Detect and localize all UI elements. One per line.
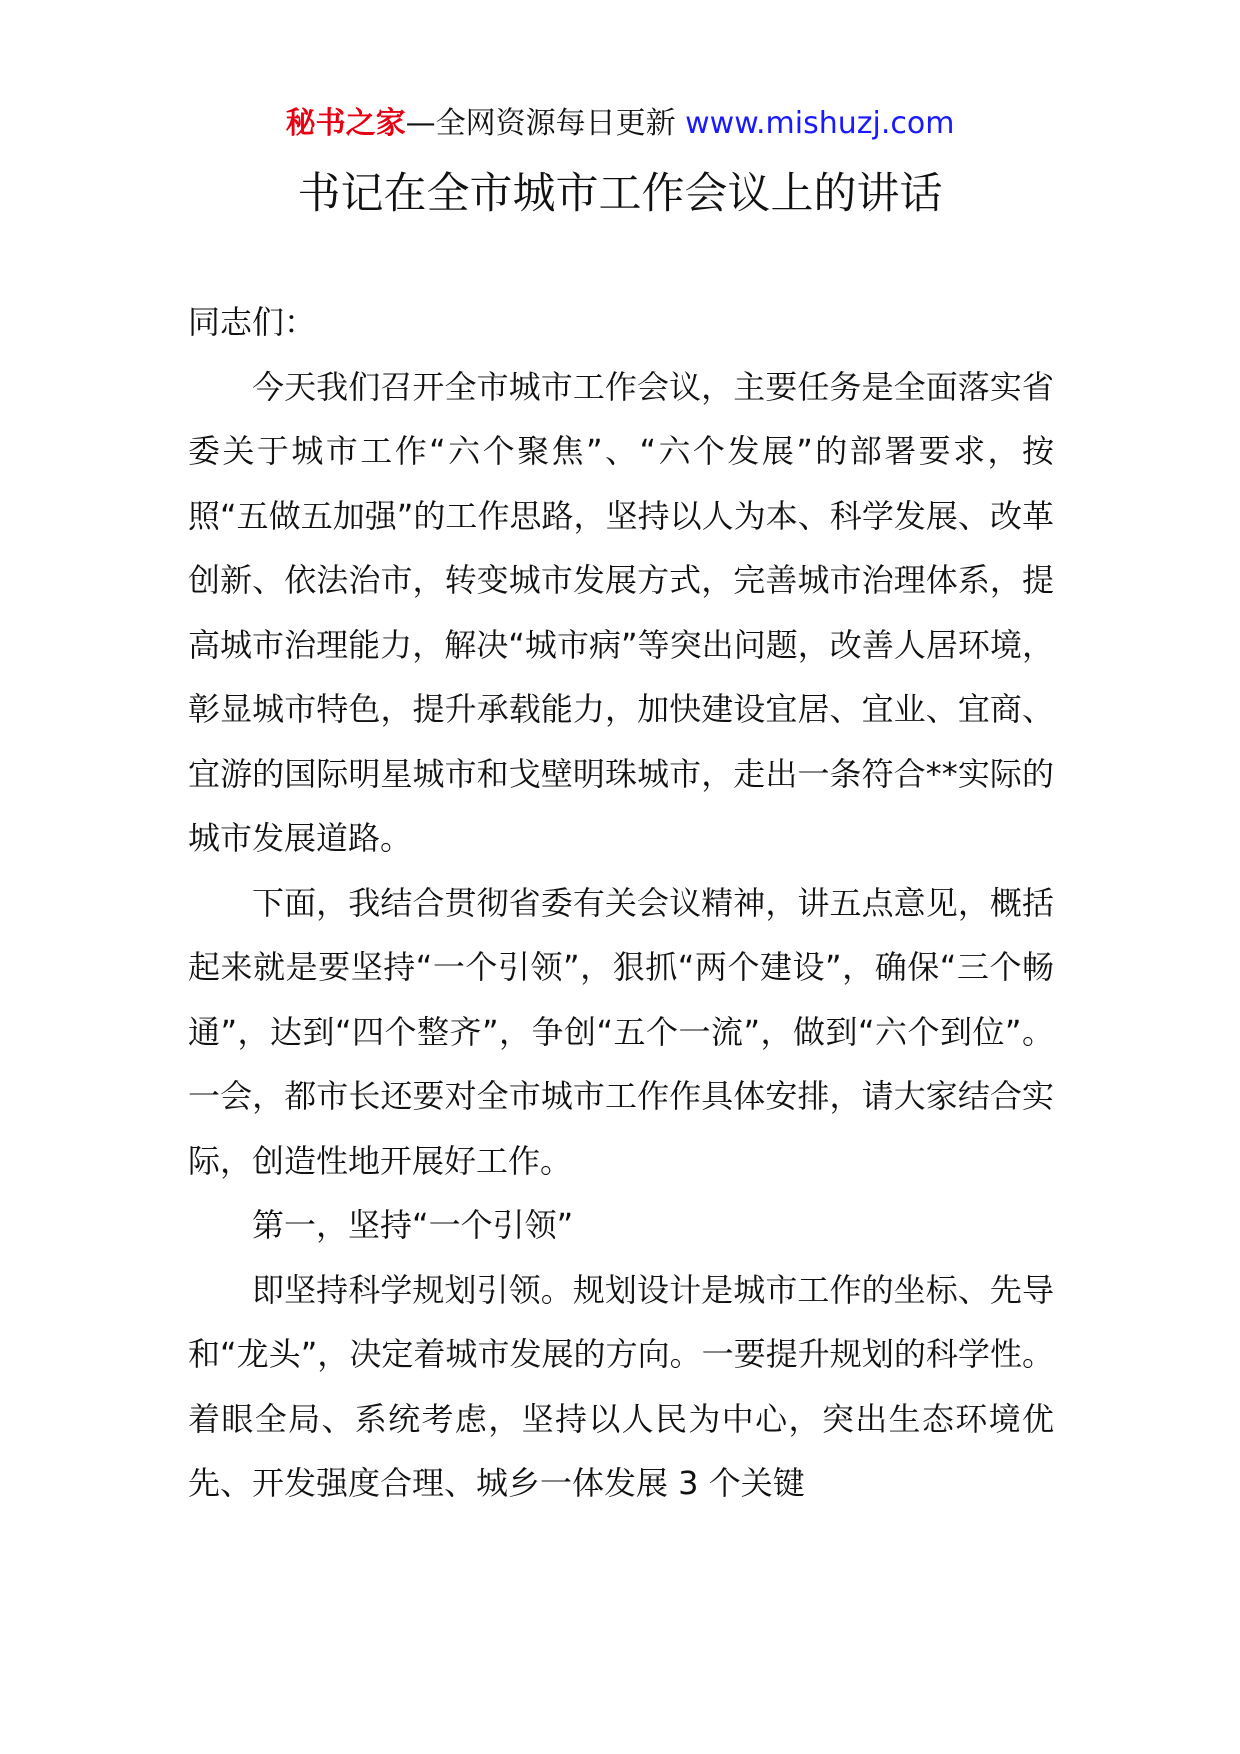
site-url[interactable]: www.mishuzj.com [685, 106, 955, 141]
header-tagline: —全网资源每日更新 [405, 106, 686, 141]
site-header [0, 100, 1240, 148]
brand-name: 秘书之家 [285, 106, 406, 141]
paragraph: 下面，我结合贯彻省委有关会议精神，讲五点意见，概括起来就是要坚持“一个引领”，狠抓“两个建设”，确保“三个畅通”，达到“四个整齐”，争创“五个一流”，做到“六个到位”。一会，都市长还要对全市城市工作作具体安排，请大家结合实际，创造性地开展好工作。 [188, 883, 1054, 1180]
document-title: 书记在全市城市工作会议上的讲话 [297, 169, 943, 219]
paragraph: 即坚持科学规划引领。规划设计是城市工作的坐标、先导和“龙头”，决定着城市发展的方向。一要提升规划的科学性。着眼全局、系统考虑，坚持以人民为中心，突出生态环境优先、开发强度合理、城乡一体发展 3 个关键 [188, 1270, 1054, 1502]
salutation: 同志们： [188, 303, 317, 341]
document-body [188, 290, 1054, 1516]
section-heading: 第一，坚持“一个引领” [252, 1206, 574, 1244]
paragraph: 今天我们召开全市城市工作会议，主要任务是全面落实省委关于城市工作“六个聚焦”、“六个发展”的部署要求，按照“五做五加强”的工作思路，坚持以人为本、科学发展、改革创新、依法治市，转变城市发展方式，完善城市治理体系，提高城市治理能力，解决“城市病”等突出问题，改善人居环境，彰显城市特色，提升承载能力，加快建设宜居、宜业、宜商、宜游的国际明星城市和戈壁明珠城市，走出一条符合**实际的城市发展道路。 [188, 367, 1054, 857]
